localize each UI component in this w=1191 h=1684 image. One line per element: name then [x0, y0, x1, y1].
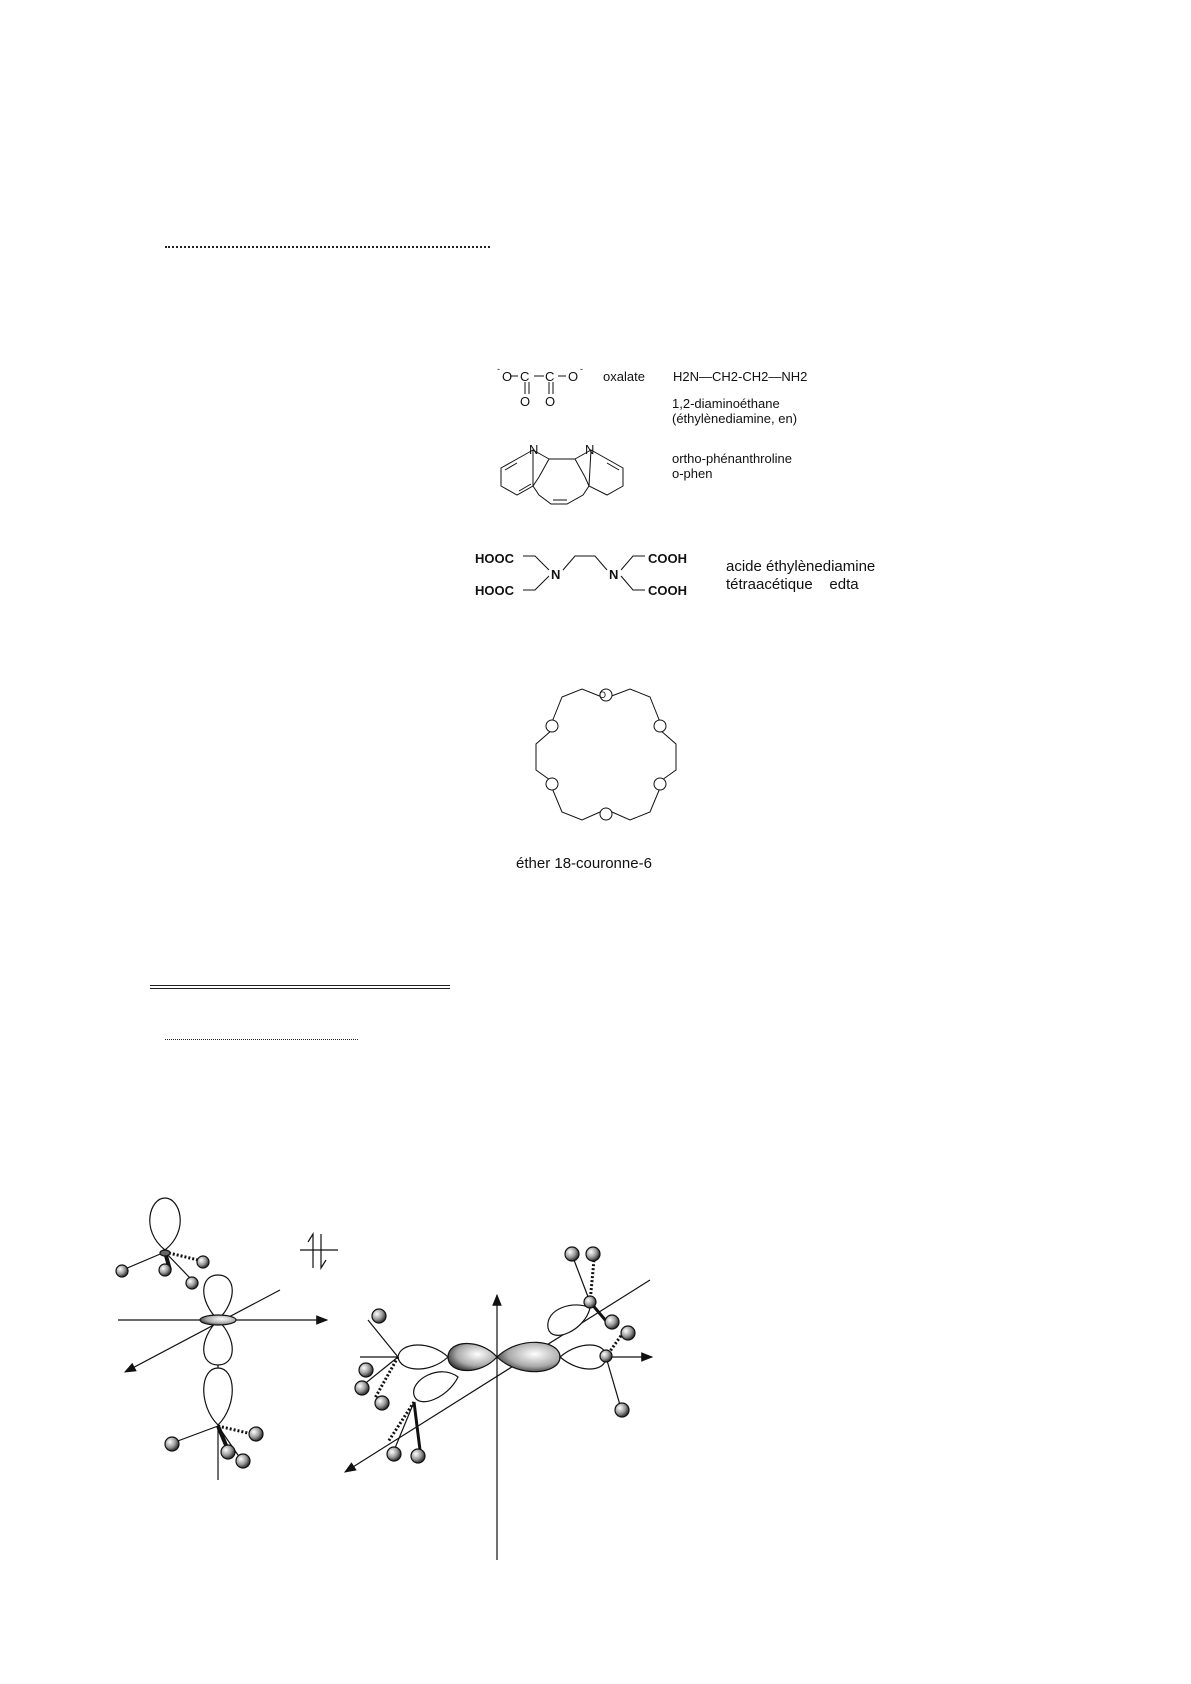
- axis-diagram-left: [118, 1275, 327, 1480]
- ethylenediamine-formula: H2N—CH2-CH2—NH2: [673, 369, 808, 384]
- oxalate-atom-o-bottom2: O: [545, 394, 556, 409]
- phenanthroline-name-line2: o-phen: [672, 466, 713, 481]
- oxalate-atom-c2: C: [545, 369, 555, 384]
- ethylenediamine-name-line2: (éthylènediamine, en): [672, 411, 798, 426]
- oxalate-charge-left: -: [497, 364, 500, 374]
- double-rule-section: [150, 985, 450, 989]
- oxalate-atom-o1: O: [502, 369, 513, 384]
- crown-ether-ring: [520, 680, 685, 835]
- edta-group-top-right: COOH: [648, 551, 687, 566]
- crown-ether-name: éther 18-couronne-6: [516, 855, 652, 872]
- edta-name-line2: tétraacétique edta: [726, 576, 859, 593]
- oxalate-atom-o-bottom1: O: [520, 394, 531, 409]
- dotted-rule-top: [165, 246, 490, 248]
- oxalate-charge-right: -: [580, 364, 583, 374]
- axis-diagram-right: [345, 1247, 652, 1560]
- edta-bonds: [515, 548, 655, 598]
- oxalate-atom-c1: C: [520, 369, 530, 384]
- edta-atom-n2: N: [609, 567, 619, 582]
- edta-group-bottom-left: HOOC: [475, 583, 514, 598]
- oxalate-atom-o2: O: [568, 369, 579, 384]
- phenanthroline-atom-n2: N: [585, 442, 595, 457]
- phenanthroline-name-line1: ortho-phénanthroline: [672, 451, 792, 466]
- ethylenediamine-name-line1: 1,2-diaminoéthane: [672, 396, 780, 411]
- crown-atom-o: O: [599, 690, 607, 700]
- edta-name-line1: acide éthylènediamine: [726, 558, 876, 575]
- phenanthroline-rings: [495, 436, 630, 514]
- dotted-rule-mid: [165, 1039, 358, 1040]
- edta-atom-n1: N: [551, 567, 561, 582]
- phenanthroline-atom-n1: N: [529, 442, 539, 457]
- oxalate-name: oxalate: [603, 369, 645, 384]
- orbital-diagrams: [0, 1190, 700, 1570]
- edta-group-top-left: HOOC: [475, 551, 514, 566]
- electron-pair-icon: [300, 1234, 338, 1268]
- edta-group-bottom-right: COOH: [648, 583, 687, 598]
- ammonia-lone-pair: [116, 1198, 209, 1289]
